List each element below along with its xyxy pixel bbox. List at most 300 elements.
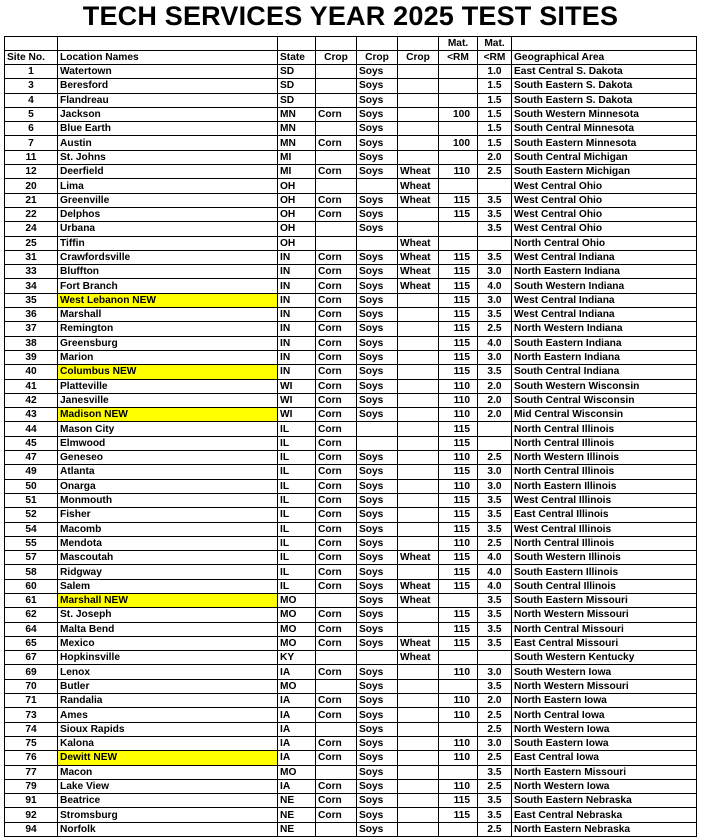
cell-geographical-area: North Eastern Iowa — [512, 694, 697, 708]
cell-crop-1: Corn — [316, 365, 357, 379]
cell-rm-1: 110 — [439, 779, 478, 793]
table-row — [5, 350, 697, 364]
cell-site-no: 79 — [5, 779, 58, 793]
cell-rm-1: 115 — [439, 508, 478, 522]
cell-crop-3 — [398, 308, 439, 322]
cell-location-name: Delphos — [58, 207, 278, 221]
header-site-no: Site No. — [5, 51, 58, 65]
table-row — [5, 622, 697, 636]
cell-crop-3 — [398, 765, 439, 779]
cell-geographical-area: West Central Ohio — [512, 193, 697, 207]
table-row — [5, 236, 697, 250]
cell-crop-2: Soys — [357, 393, 398, 407]
cell-rm-1 — [439, 236, 478, 250]
cell-location-name: Austin — [58, 136, 278, 150]
cell-rm-2: 1.5 — [478, 79, 512, 93]
cell-site-no: 71 — [5, 694, 58, 708]
cell-rm-2: 3.5 — [478, 794, 512, 808]
cell-crop-3 — [398, 794, 439, 808]
cell-geographical-area: West Central Indiana — [512, 250, 697, 264]
cell-rm-2: 3.0 — [478, 665, 512, 679]
cell-geographical-area: South Western Indiana — [512, 279, 697, 293]
cell-crop-1 — [316, 122, 357, 136]
cell-rm-2: 2.0 — [478, 393, 512, 407]
cell-rm-2 — [478, 422, 512, 436]
cell-site-no: 38 — [5, 336, 58, 350]
cell-rm-1: 115 — [439, 794, 478, 808]
cell-geographical-area: North Central Ohio — [512, 236, 697, 250]
cell-rm-2: 2.5 — [478, 165, 512, 179]
cell-state: OH — [278, 193, 316, 207]
cell-state: IA — [278, 779, 316, 793]
cell-crop-3: Wheat — [398, 165, 439, 179]
cell-rm-2: 3.0 — [478, 465, 512, 479]
cell-crop-3 — [398, 107, 439, 121]
cell-state: IL — [278, 479, 316, 493]
cell-rm-2: 2.5 — [478, 451, 512, 465]
cell-location-name: Fort Branch — [58, 279, 278, 293]
cell-state: MN — [278, 136, 316, 150]
cell-location-name: Mason City — [58, 422, 278, 436]
cell-rm-2: 2.5 — [478, 822, 512, 836]
cell-crop-2: Soys — [357, 365, 398, 379]
cell-crop-2: Soys — [357, 708, 398, 722]
cell-site-no: 74 — [5, 722, 58, 736]
cell-crop-2: Soys — [357, 79, 398, 93]
cell-geographical-area: South Eastern Indiana — [512, 336, 697, 350]
cell-crop-3 — [398, 293, 439, 307]
cell-rm-1: 115 — [439, 250, 478, 264]
cell-crop-2: Soys — [357, 636, 398, 650]
cell-crop-3 — [398, 222, 439, 236]
cell-geographical-area: South Eastern Iowa — [512, 736, 697, 750]
cell-crop-3: Wheat — [398, 236, 439, 250]
cell-geographical-area: South Eastern S. Dakota — [512, 93, 697, 107]
cell-crop-1: Corn — [316, 608, 357, 622]
cell-site-no: 75 — [5, 736, 58, 750]
cell-crop-2: Soys — [357, 765, 398, 779]
cell-site-no: 49 — [5, 465, 58, 479]
cell-crop-1: Corn — [316, 551, 357, 565]
cell-site-no: 65 — [5, 636, 58, 650]
cell-crop-3 — [398, 336, 439, 350]
cell-site-no: 25 — [5, 236, 58, 250]
cell-crop-3 — [398, 522, 439, 536]
cell-rm-1: 115 — [439, 193, 478, 207]
cell-rm-1: 110 — [439, 665, 478, 679]
table-row — [5, 565, 697, 579]
cell-location-name: Marshall NEW — [58, 593, 278, 607]
cell-rm-2: 4.0 — [478, 336, 512, 350]
cell-crop-3 — [398, 422, 439, 436]
cell-location-name: Greenville — [58, 193, 278, 207]
cell-site-no: 40 — [5, 365, 58, 379]
cell-rm-1: 110 — [439, 451, 478, 465]
table-row — [5, 165, 697, 179]
header-location-names: Location Names — [58, 51, 278, 65]
cell-crop-2: Soys — [357, 279, 398, 293]
cell-crop-3 — [398, 751, 439, 765]
cell-state: MN — [278, 107, 316, 121]
cell-rm-2: 3.0 — [478, 479, 512, 493]
cell-state: IN — [278, 279, 316, 293]
cell-crop-2: Soys — [357, 122, 398, 136]
cell-geographical-area: West Central Ohio — [512, 207, 697, 221]
cell-rm-2 — [478, 436, 512, 450]
cell-crop-2: Soys — [357, 193, 398, 207]
cell-location-name: Platteville — [58, 379, 278, 393]
cell-state: IA — [278, 665, 316, 679]
cell-crop-3 — [398, 79, 439, 93]
cell-crop-2: Soys — [357, 379, 398, 393]
header-top-cell — [357, 37, 398, 51]
cell-crop-1: Corn — [316, 293, 357, 307]
cell-rm-2: 3.5 — [478, 193, 512, 207]
header-row-top — [5, 37, 697, 51]
cell-crop-3 — [398, 822, 439, 836]
cell-crop-2 — [357, 236, 398, 250]
cell-rm-1: 115 — [439, 493, 478, 507]
cell-geographical-area: North Central Illinois — [512, 422, 697, 436]
cell-crop-1 — [316, 65, 357, 79]
cell-rm-1: 115 — [439, 636, 478, 650]
table-row — [5, 293, 697, 307]
cell-location-name: Onarga — [58, 479, 278, 493]
cell-state: IL — [278, 536, 316, 550]
cell-geographical-area: East Central Iowa — [512, 751, 697, 765]
table-row — [5, 279, 697, 293]
cell-location-name: Bluffton — [58, 265, 278, 279]
cell-state: MO — [278, 636, 316, 650]
cell-state: IL — [278, 551, 316, 565]
cell-geographical-area: South Central Illinois — [512, 579, 697, 593]
table-row — [5, 222, 697, 236]
cell-rm-2: 3.0 — [478, 736, 512, 750]
table-row — [5, 65, 697, 79]
cell-rm-1: 115 — [439, 308, 478, 322]
header-top-cell — [398, 37, 439, 51]
cell-geographical-area: North Western Indiana — [512, 322, 697, 336]
page-title: TECH SERVICES YEAR 2025 TEST SITES — [82, 1, 619, 31]
cell-crop-2: Soys — [357, 165, 398, 179]
cell-crop-2: Soys — [357, 250, 398, 264]
cell-crop-2: Soys — [357, 622, 398, 636]
cell-location-name: Monmouth — [58, 493, 278, 507]
cell-geographical-area: South Central Wisconsin — [512, 393, 697, 407]
cell-state: OH — [278, 179, 316, 193]
cell-state: SD — [278, 65, 316, 79]
cell-crop-1: Corn — [316, 522, 357, 536]
cell-crop-3 — [398, 479, 439, 493]
table-row — [5, 393, 697, 407]
cell-crop-3: Wheat — [398, 651, 439, 665]
cell-location-name: Kalona — [58, 736, 278, 750]
cell-site-no: 35 — [5, 293, 58, 307]
cell-crop-2: Soys — [357, 150, 398, 164]
cell-rm-1 — [439, 122, 478, 136]
cell-location-name: Atlanta — [58, 465, 278, 479]
cell-rm-2: 2.5 — [478, 751, 512, 765]
cell-site-no: 76 — [5, 751, 58, 765]
cell-crop-2: Soys — [357, 694, 398, 708]
cell-state: IL — [278, 522, 316, 536]
cell-crop-2: Soys — [357, 808, 398, 822]
cell-rm-2: 3.5 — [478, 622, 512, 636]
cell-crop-3 — [398, 679, 439, 693]
cell-rm-1: 110 — [439, 393, 478, 407]
cell-state: SD — [278, 93, 316, 107]
cell-rm-1: 115 — [439, 436, 478, 450]
cell-site-no: 67 — [5, 651, 58, 665]
cell-location-name: Butler — [58, 679, 278, 693]
cell-geographical-area: North Eastern Indiana — [512, 265, 697, 279]
cell-geographical-area: South Western Minnesota — [512, 107, 697, 121]
cell-rm-1: 100 — [439, 136, 478, 150]
cell-crop-3 — [398, 536, 439, 550]
cell-crop-2: Soys — [357, 308, 398, 322]
cell-geographical-area: North Central Illinois — [512, 465, 697, 479]
cell-crop-3 — [398, 408, 439, 422]
cell-crop-3: Wheat — [398, 265, 439, 279]
cell-crop-1: Corn — [316, 508, 357, 522]
cell-site-no: 94 — [5, 822, 58, 836]
cell-location-name: Blue Earth — [58, 122, 278, 136]
cell-crop-2: Soys — [357, 579, 398, 593]
cell-state: IL — [278, 565, 316, 579]
cell-rm-2: 3.5 — [478, 522, 512, 536]
cell-rm-2: 4.0 — [478, 579, 512, 593]
header-top-cell — [58, 37, 278, 51]
cell-site-no: 21 — [5, 193, 58, 207]
cell-crop-1 — [316, 679, 357, 693]
cell-geographical-area: North Eastern Missouri — [512, 765, 697, 779]
cell-geographical-area: South Western Iowa — [512, 665, 697, 679]
header-mat-1: Mat. — [439, 37, 478, 51]
cell-site-no: 91 — [5, 794, 58, 808]
cell-state: MI — [278, 165, 316, 179]
cell-site-no: 41 — [5, 379, 58, 393]
table-row — [5, 651, 697, 665]
cell-state: IL — [278, 508, 316, 522]
cell-crop-2: Soys — [357, 722, 398, 736]
cell-site-no: 54 — [5, 522, 58, 536]
cell-crop-3 — [398, 565, 439, 579]
header-top-cell — [512, 37, 697, 51]
table-row — [5, 250, 697, 264]
cell-crop-2: Soys — [357, 479, 398, 493]
cell-crop-1: Corn — [316, 422, 357, 436]
cell-location-name: Columbus NEW — [58, 365, 278, 379]
table-row — [5, 765, 697, 779]
cell-rm-2: 4.0 — [478, 551, 512, 565]
cell-geographical-area: Mid Central Wisconsin — [512, 408, 697, 422]
cell-crop-1: Corn — [316, 751, 357, 765]
header-crop-1: Crop — [316, 51, 357, 65]
table-row — [5, 79, 697, 93]
cell-site-no: 31 — [5, 250, 58, 264]
table-row — [5, 451, 697, 465]
cell-rm-2: 3.5 — [478, 636, 512, 650]
cell-crop-3: Wheat — [398, 579, 439, 593]
cell-rm-1 — [439, 222, 478, 236]
cell-geographical-area: East Central Missouri — [512, 636, 697, 650]
table-row — [5, 322, 697, 336]
cell-crop-2: Soys — [357, 736, 398, 750]
cell-location-name: Ames — [58, 708, 278, 722]
cell-state: IL — [278, 436, 316, 450]
table-row — [5, 551, 697, 565]
header-top-cell — [278, 37, 316, 51]
cell-crop-1 — [316, 593, 357, 607]
cell-location-name: West Lebanon NEW — [58, 293, 278, 307]
cell-crop-3 — [398, 694, 439, 708]
cell-rm-1: 115 — [439, 565, 478, 579]
cell-crop-1: Corn — [316, 136, 357, 150]
header-rm-2: <RM — [478, 51, 512, 65]
cell-site-no: 42 — [5, 393, 58, 407]
cell-crop-1: Corn — [316, 808, 357, 822]
cell-rm-1: 110 — [439, 408, 478, 422]
cell-location-name: Beatrice — [58, 794, 278, 808]
cell-crop-1 — [316, 765, 357, 779]
cell-geographical-area: South Eastern Nebraska — [512, 794, 697, 808]
cell-location-name: Fisher — [58, 508, 278, 522]
cell-rm-2: 1.5 — [478, 136, 512, 150]
cell-rm-2: 2.5 — [478, 322, 512, 336]
table-row — [5, 408, 697, 422]
table-row — [5, 365, 697, 379]
cell-crop-1: Corn — [316, 265, 357, 279]
cell-site-no: 58 — [5, 565, 58, 579]
cell-geographical-area: South Eastern Minnesota — [512, 136, 697, 150]
table-row — [5, 794, 697, 808]
table-row — [5, 736, 697, 750]
table-row — [5, 136, 697, 150]
cell-geographical-area: North Eastern Indiana — [512, 350, 697, 364]
cell-location-name: Salem — [58, 579, 278, 593]
cell-state: IA — [278, 708, 316, 722]
cell-geographical-area: West Central Illinois — [512, 522, 697, 536]
cell-state: MI — [278, 150, 316, 164]
cell-crop-3: Wheat — [398, 636, 439, 650]
cell-location-name: Crawfordsville — [58, 250, 278, 264]
table-row — [5, 536, 697, 550]
cell-crop-1: Corn — [316, 451, 357, 465]
table-row — [5, 694, 697, 708]
cell-location-name: Lima — [58, 179, 278, 193]
cell-crop-3 — [398, 393, 439, 407]
cell-crop-2: Soys — [357, 265, 398, 279]
cell-location-name: Mendota — [58, 536, 278, 550]
cell-crop-2 — [357, 436, 398, 450]
cell-site-no: 5 — [5, 107, 58, 121]
cell-rm-2: 3.5 — [478, 250, 512, 264]
cell-rm-1: 110 — [439, 751, 478, 765]
cell-crop-1: Corn — [316, 436, 357, 450]
cell-rm-2: 3.5 — [478, 222, 512, 236]
cell-state: MO — [278, 679, 316, 693]
table-row — [5, 808, 697, 822]
cell-crop-3 — [398, 508, 439, 522]
header-geographical-area: Geographical Area — [512, 51, 697, 65]
cell-site-no: 62 — [5, 608, 58, 622]
cell-crop-1: Corn — [316, 336, 357, 350]
cell-crop-1: Corn — [316, 165, 357, 179]
cell-location-name: Marshall — [58, 308, 278, 322]
cell-rm-2: 4.0 — [478, 565, 512, 579]
cell-location-name: Madison NEW — [58, 408, 278, 422]
cell-geographical-area: North Eastern Nebraska — [512, 822, 697, 836]
cell-geographical-area: West Central Ohio — [512, 222, 697, 236]
cell-crop-2: Soys — [357, 322, 398, 336]
cell-crop-2: Soys — [357, 408, 398, 422]
cell-rm-2: 2.0 — [478, 379, 512, 393]
cell-crop-3: Wheat — [398, 593, 439, 607]
cell-site-no: 55 — [5, 536, 58, 550]
cell-location-name: Beresford — [58, 79, 278, 93]
cell-crop-3 — [398, 65, 439, 79]
cell-location-name: Mexico — [58, 636, 278, 650]
cell-site-no: 4 — [5, 93, 58, 107]
cell-crop-2: Soys — [357, 593, 398, 607]
cell-site-no: 33 — [5, 265, 58, 279]
table-row — [5, 593, 697, 607]
table-row — [5, 579, 697, 593]
header-rm-1: <RM — [439, 51, 478, 65]
cell-rm-2: 2.5 — [478, 536, 512, 550]
cell-rm-2: 1.5 — [478, 93, 512, 107]
cell-location-name: Malta Bend — [58, 622, 278, 636]
cell-rm-1 — [439, 722, 478, 736]
header-state: State — [278, 51, 316, 65]
cell-state: OH — [278, 207, 316, 221]
cell-geographical-area: North Central Illinois — [512, 436, 697, 450]
cell-location-name: Hopkinsville — [58, 651, 278, 665]
cell-geographical-area: South Western Wisconsin — [512, 379, 697, 393]
cell-rm-1: 110 — [439, 479, 478, 493]
cell-rm-1: 115 — [439, 422, 478, 436]
cell-location-name: Watertown — [58, 65, 278, 79]
cell-crop-2: Soys — [357, 822, 398, 836]
cell-location-name: Marion — [58, 350, 278, 364]
cell-rm-1 — [439, 79, 478, 93]
cell-rm-2: 3.5 — [478, 679, 512, 693]
table-row — [5, 308, 697, 322]
cell-rm-2 — [478, 651, 512, 665]
cell-geographical-area: East Central Illinois — [512, 508, 697, 522]
cell-rm-1 — [439, 65, 478, 79]
cell-location-name: Geneseo — [58, 451, 278, 465]
cell-state: OH — [278, 222, 316, 236]
cell-rm-1: 100 — [439, 107, 478, 121]
cell-crop-2: Soys — [357, 493, 398, 507]
cell-crop-1: Corn — [316, 393, 357, 407]
cell-crop-3 — [398, 665, 439, 679]
cell-rm-1: 115 — [439, 465, 478, 479]
cell-geographical-area: North Western Missouri — [512, 679, 697, 693]
cell-state: IN — [278, 350, 316, 364]
cell-geographical-area: North Western Iowa — [512, 722, 697, 736]
cell-geographical-area: West Central Illinois — [512, 493, 697, 507]
cell-site-no: 60 — [5, 579, 58, 593]
cell-rm-1: 115 — [439, 365, 478, 379]
cell-site-no: 6 — [5, 122, 58, 136]
cell-geographical-area: South Central Michigan — [512, 150, 697, 164]
cell-geographical-area: South Western Illinois — [512, 551, 697, 565]
cell-state: IN — [278, 336, 316, 350]
table-row — [5, 436, 697, 450]
cell-rm-1: 115 — [439, 279, 478, 293]
